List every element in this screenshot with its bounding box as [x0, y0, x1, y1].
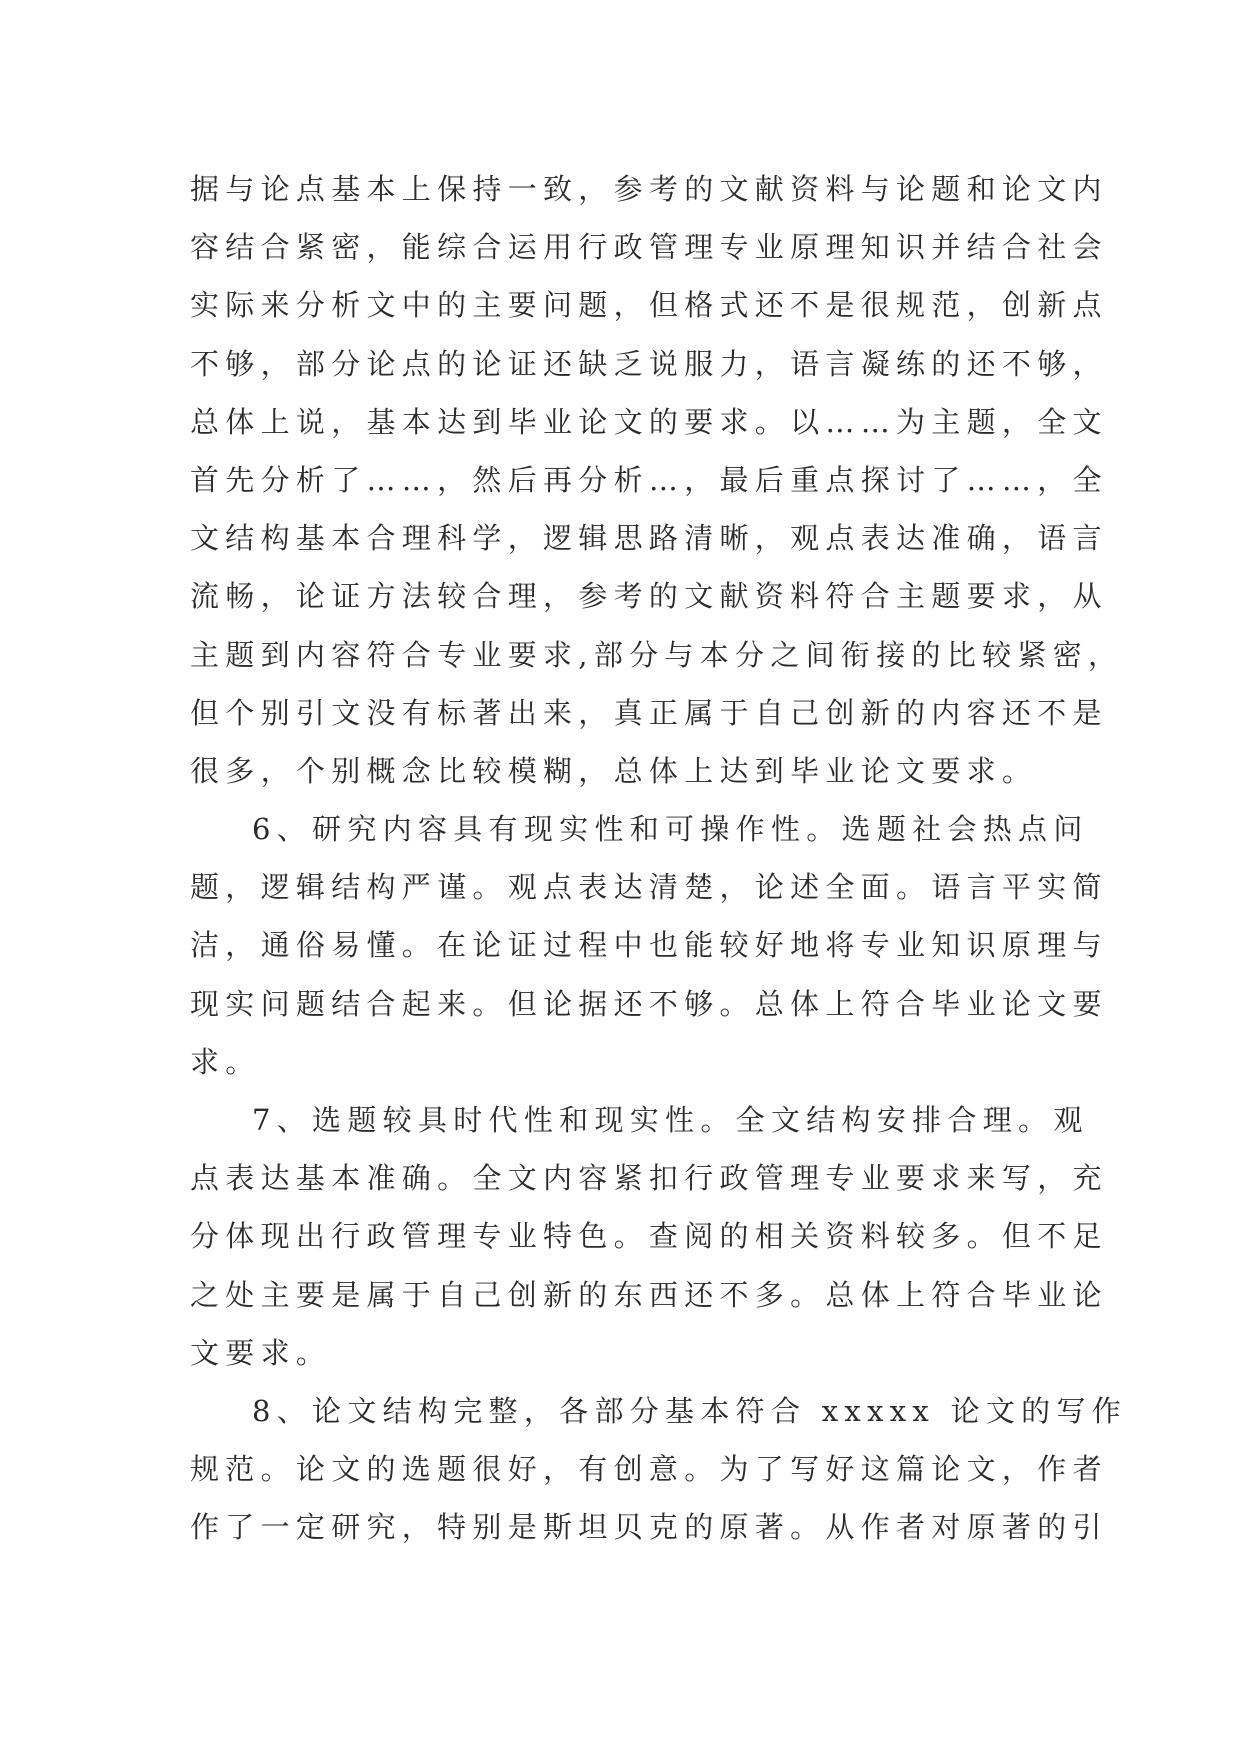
text-line: 点表达基本准确。全文内容紧扣行政管理专业要求来写，充: [190, 1161, 1108, 1196]
text-line: 求。: [190, 1044, 261, 1079]
text-line: 规范。论文的选题很好，有创意。为了写好这篇论文，作者: [190, 1452, 1108, 1487]
text-line: 之处主要是属于自己创新的东西还不多。总体上符合毕业论: [190, 1277, 1108, 1312]
text-line: 洁，通俗易懂。在论证过程中也能较好地将专业知识原理与: [190, 928, 1108, 963]
text-line: 文要求。: [190, 1335, 332, 1370]
text-line: 题，逻辑结构严谨。观点表达清楚，论述全面。语言平实简: [190, 870, 1108, 905]
text-line: 现实问题结合起来。但论据还不够。总体上符合毕业论文要: [190, 986, 1108, 1021]
text-line: 分体现出行政管理专业特色。查阅的相关资料较多。但不足: [190, 1219, 1108, 1254]
text-line: 主题到内容符合专业要求,部分与本分之间衔接的比较紧密，: [190, 637, 1124, 672]
document-body: [190, 160, 1128, 1557]
text-line: 6、研究内容具有现实性和可操作性。选题社会热点问: [252, 812, 1089, 847]
text-line: 总体上说，基本达到毕业论文的要求。以……为主题，全文: [190, 404, 1108, 439]
text-line: 7、选题较具时代性和现实性。全文结构安排合理。观: [252, 1103, 1089, 1137]
text-line: 据与论点基本上保持一致，参考的文献资料与论题和论文内: [190, 172, 1108, 206]
text-line: 文结构基本合理科学，逻辑思路清晰，观点表达准确，语言: [190, 521, 1108, 556]
text-line: 流畅，论证方法较合理，参考的文献资料符合主题要求，从: [190, 579, 1108, 614]
text-line: 很多，个别概念比较模糊，总体上达到毕业论文要求。: [190, 753, 1038, 788]
text-line: 不够，部分论点的论证还缺乏说服力，语言凝练的还不够，: [190, 346, 1108, 381]
text-line: 作了一定研究，特别是斯坦贝克的原著。从作者对原著的引: [190, 1510, 1108, 1545]
text-line: 容结合紧密，能综合运用行政管理专业原理知识并结合社会: [190, 230, 1108, 265]
text-line: 但个别引文没有标著出来，真正属于自己创新的内容还不是: [190, 695, 1108, 730]
text-line: 首先分析了……，然后再分析…，最后重点探讨了……，全: [190, 462, 1108, 497]
text-line: 8、论文结构完整，各部分基本符合 xxxxx 论文的写作: [252, 1393, 1128, 1428]
text-line: 实际来分析文中的主要问题，但格式还不是很规范，创新点: [190, 288, 1108, 323]
